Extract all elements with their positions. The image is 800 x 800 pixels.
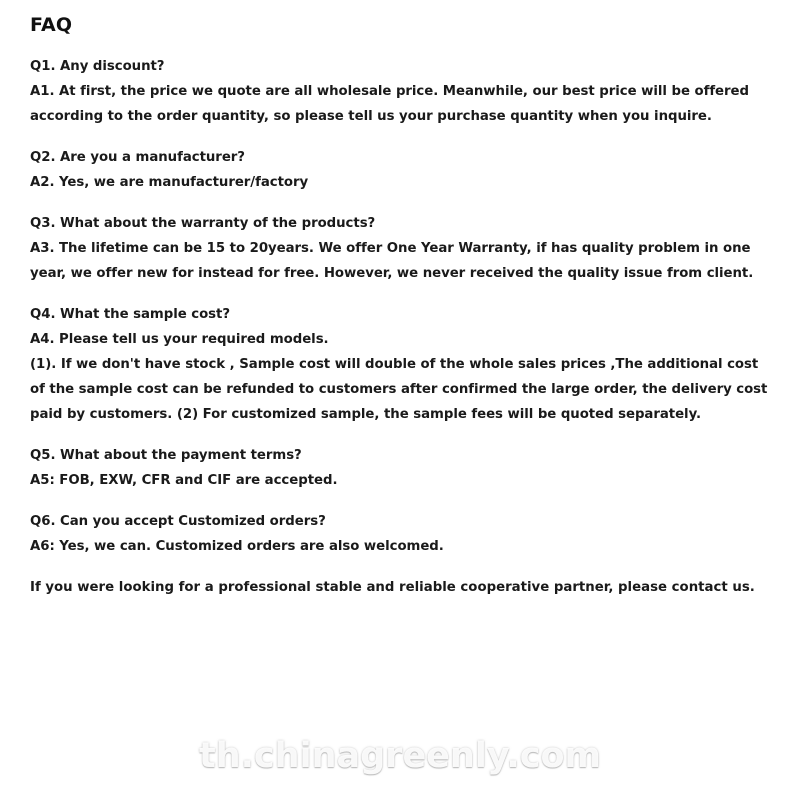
faq-question: Q4. What the sample cost? [30,307,231,322]
faq-answer-line: A6: Yes, we can. Customized orders are also welcomed. [30,539,444,554]
faq-item [30,509,770,559]
faq-answer-line: of the sample cost can be refunded to customers after confirmed the large order, the delivery cost [30,382,768,397]
faq-item [30,145,770,195]
watermark: th.chinagreenly.com [198,736,601,776]
faq-item [30,54,770,129]
page-title: FAQ [30,14,73,36]
faq-answer-line: A4. Please tell us your required models. [30,332,329,347]
faq-answer-line: paid by customers. (2) For customized sample, the sample fees will be quoted separately. [30,407,701,422]
closing-statement: If you were looking for a professional stable and reliable cooperative partner, please contact us. [30,580,755,595]
faq-answer-line: A2. Yes, we are manufacturer/factory [30,175,309,190]
faq-answer-line: according to the order quantity, so please tell us your purchase quantity when you inquire. [30,109,712,124]
faq-item [30,443,770,493]
faq-answer-line: A5: FOB, EXW, CFR and CIF are accepted. [30,473,338,488]
faq-question: Q1. Any discount? [30,59,165,74]
faq-question: Q2. Are you a manufacturer? [30,150,245,165]
faq-item [30,211,770,286]
faq-item [30,302,770,427]
faq-answer-line: A1. At first, the price we quote are all wholesale price. Meanwhile, our best price will be offered [30,84,749,99]
faq-question: Q3. What about the warranty of the products? [30,216,376,231]
faq-answer-line: year, we offer new for instead for free. However, we never received the quality issue from client. [30,266,754,281]
faq-list [30,54,770,559]
faq-question: Q5. What about the payment terms? [30,448,302,463]
faq-answer-line: A3. The lifetime can be 15 to 20years. We offer One Year Warranty, if has quality problem in one [30,241,751,256]
faq-answer-line: (1). If we don't have stock , Sample cost will double of the whole sales prices ,The additional cost [30,357,759,372]
faq-question: Q6. Can you accept Customized orders? [30,514,326,529]
